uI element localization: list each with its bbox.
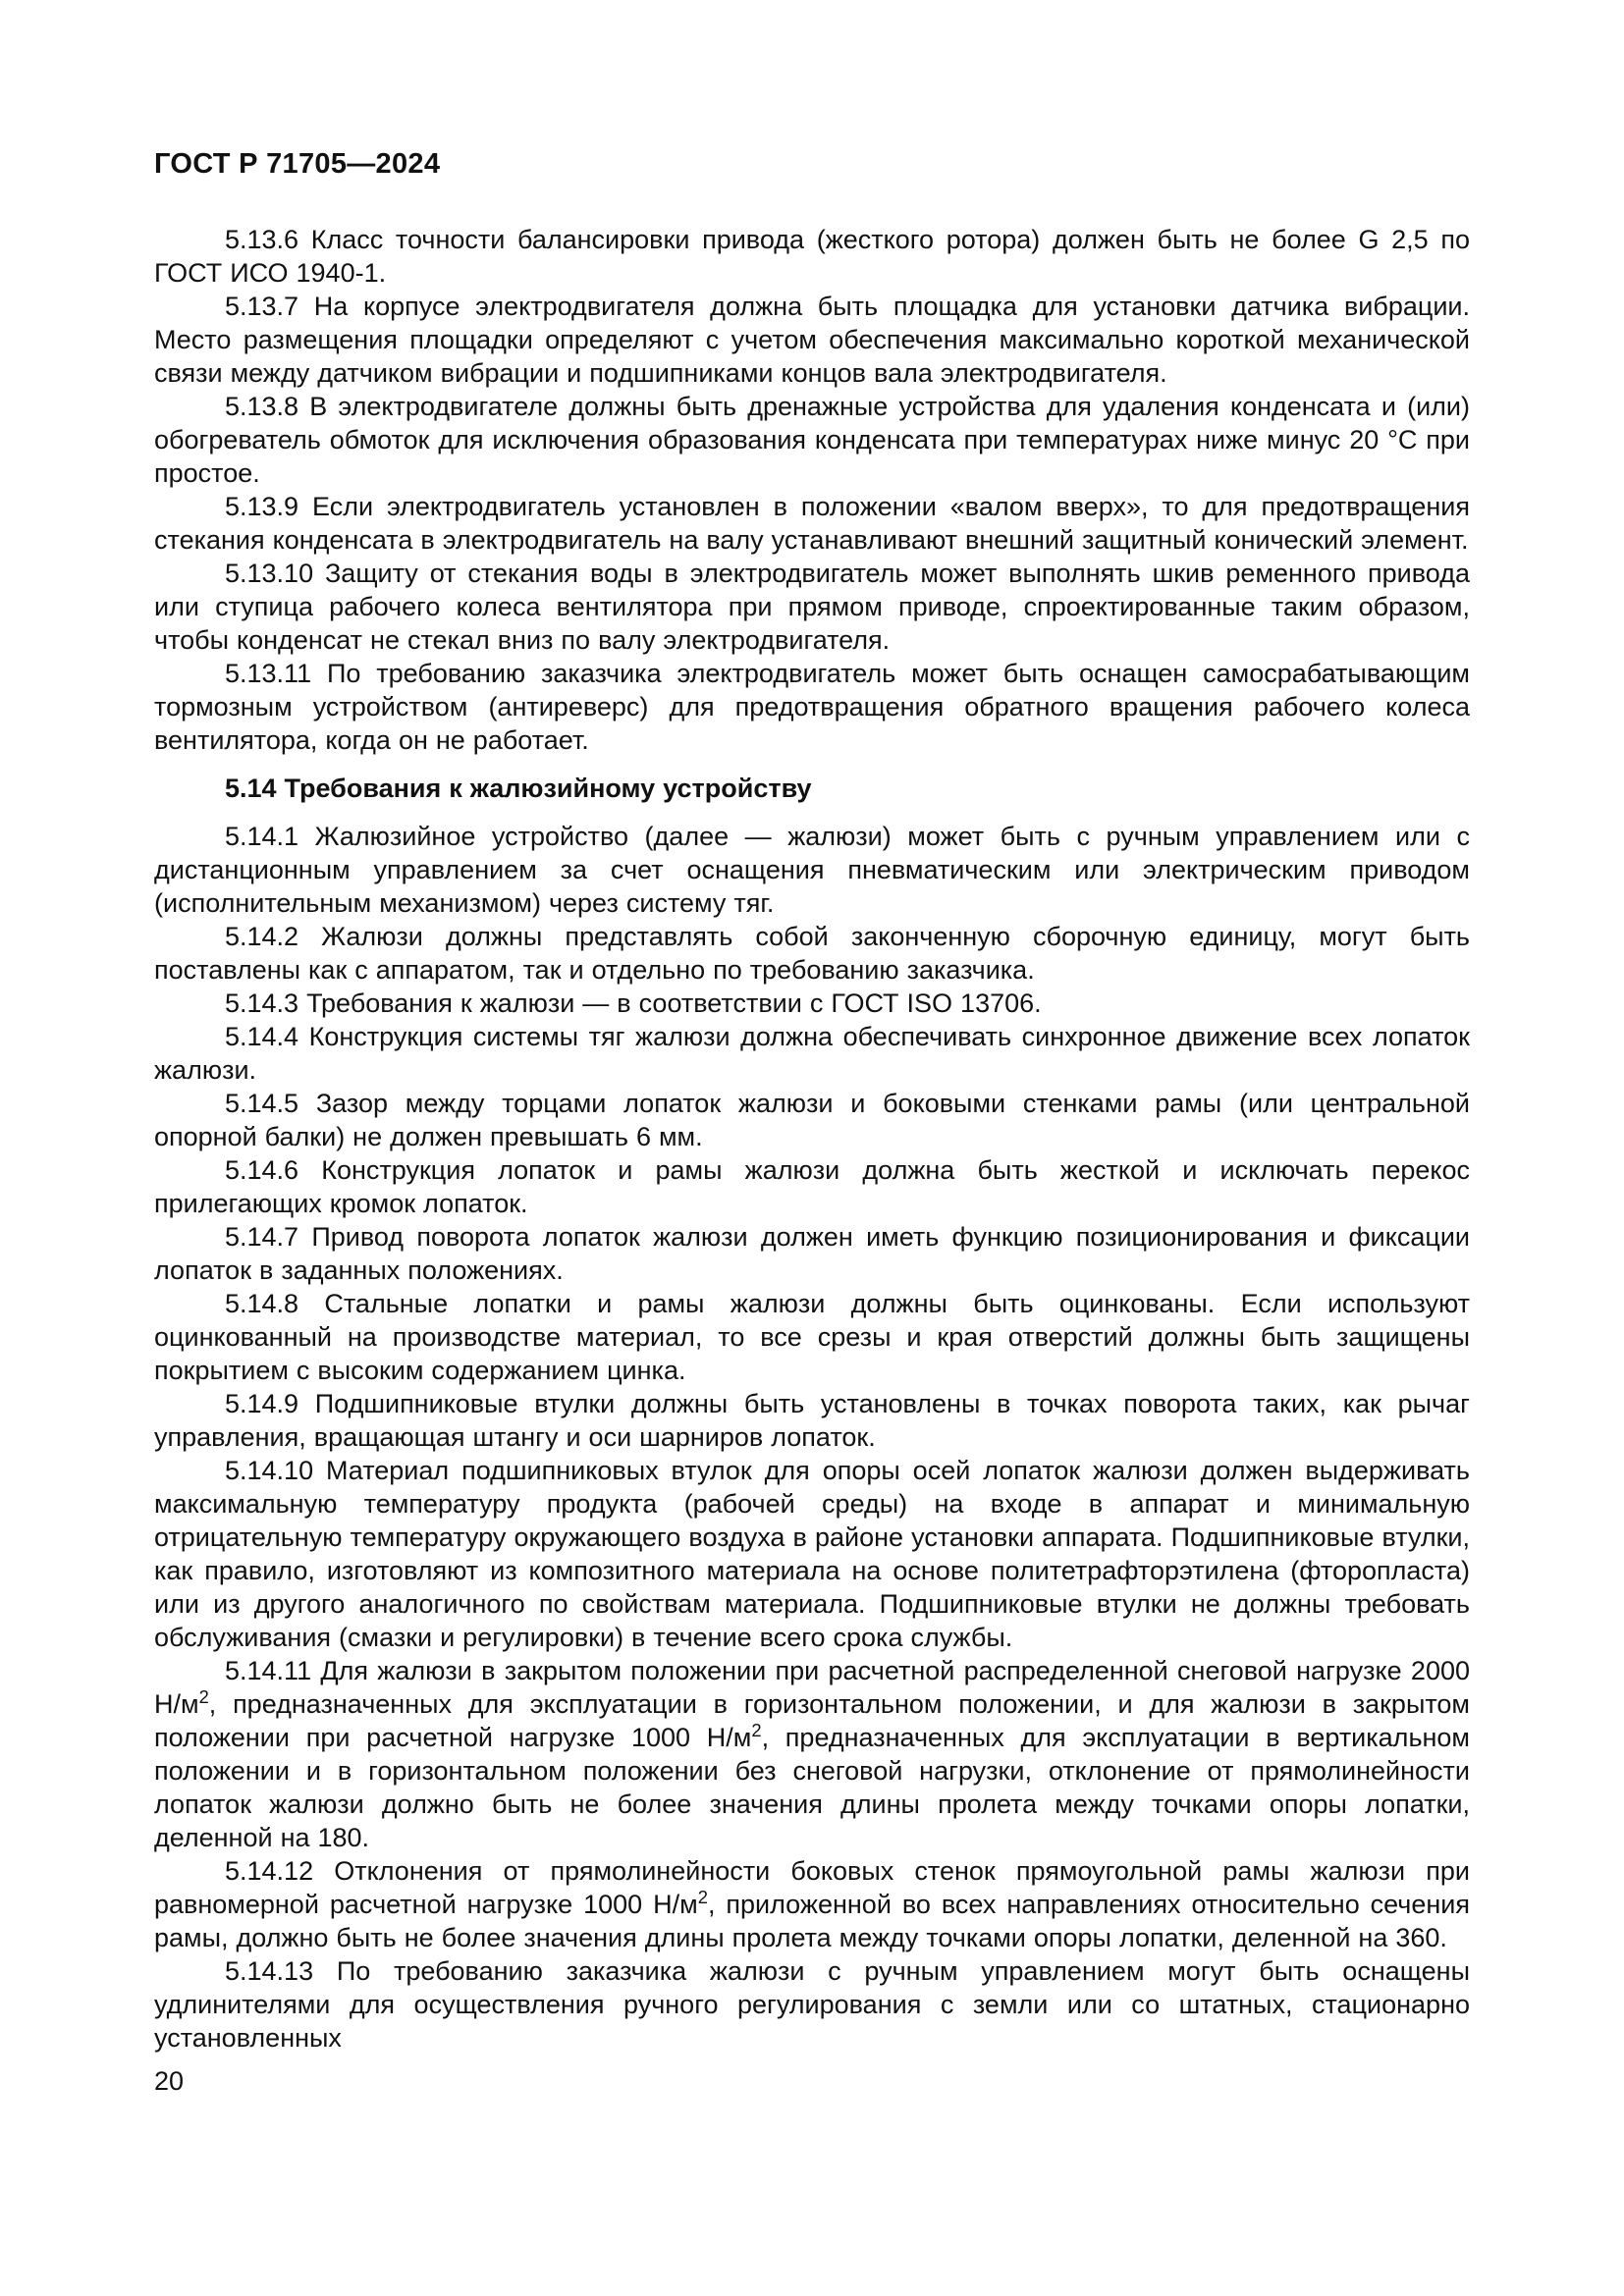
running-title [154,148,1470,180]
clause-5.14.10: 5.14.10 Материал подшипниковых втулок для опоры осей лопаток жалюзи должен выдерживать максимальную температуру продукта (рабочей среды) на входе в аппарат и минимальную отрицательную температуру окружающего воздуха в районе установки аппарата. Подшипниковые втулки, как правило, изготовляют из композитного материала на основе политетрафторэтилена (фторопласта) или из другого аналогичного по свойствам материала. Подшипниковые втулки не должны требовать обслуживания (смазки и регулировки) в течение всего срока службы. [154,1456,1470,1652]
superscript: 2 [198,1686,209,1707]
page-number: 20 [154,2066,185,2096]
clause-5.13.10: 5.13.10 Защиту от стекания воды в электродвигатель может выполнять шкив ременного привода или ступица рабочего колеса вентилятора при прямом приводе, спроектированные таким образом, чтобы конденсат не стекал вниз по валу электродвигателя. [154,559,1470,655]
clause-5.14.1: 5.14.1 Жалюзийное устройство (далее — жалюзи) может быть с ручным управлением или с дистанционным управлением за счет оснащения пневматическим или электрическим приводом (исполнительным механизмом) через систему тяг. [154,822,1470,918]
document-body [154,223,1470,2055]
clause-5.13.7: 5.13.7 На корпусе электродвигателя должна быть площадка для установки датчика вибрации. Место размещения площадки определяют с учетом обеспечения максимально короткой механической связи между датчиком вибрации и подшипниками концов вала электродвигателя. [154,292,1470,388]
clause-5.13.11: 5.13.11 По требованию заказчика электродвигатель может быть оснащен самосрабатывающим тормозным устройством (антиреверс) для предотвращения обратного вращения рабочего колеса вентилятора, когда он не работает. [154,659,1470,755]
section-heading-5.14: 5.14 Требования к жалюзийному устройству [225,774,812,803]
clause-5.13.9: 5.13.9 Если электродвигатель установлен в положении «валом вверх», то для предотвращения стекания конденсата в электродвигатель на валу устанавливают внешний защитный конический элемент. [154,492,1470,555]
clause-5.14.8: 5.14.8 Стальные лопатки и рамы жалюзи должны быть оцинкованы. Если используют оцинкованный на производстве материал, то все срезы и края отверстий должны быть защищены покрытием с высоким содержанием цинка. [154,1289,1470,1385]
clause-5.14.5: 5.14.5 Зазор между торцами лопаток жалюзи и боковыми стенками рамы (или центральной опорной балки) не должен превышать 6 мм. [154,1089,1470,1151]
clause-5.14.2: 5.14.2 Жалюзи должны представлять собой законченную сборочную единицу, могут быть поставлены как с аппаратом, так и отдельно по требованию заказчика. [154,922,1470,985]
clause-5.14.9: 5.14.9 Подшипниковые втулки должны быть установлены в точках поворота таких, как рычаг управления, вращающая штангу и оси шарниров лопаток. [154,1389,1470,1452]
clause-5.14.3: 5.14.3 Требования к жалюзи — в соответствии с ГОСТ ISO 13706. [225,988,1042,1018]
clause-5.13.8: 5.13.8 В электродвигателе должны быть дренажные устройства для удаления конденсата и (или) обогреватель обмоток для исключения образования конденсата при температурах ниже минус 20 °С при простое. [154,392,1470,488]
clause-5.13.6: 5.13.6 Класс точности балансировки привода (жесткого ротора) должен быть не более G 2,5 по ГОСТ ИСО 1940-1. [154,225,1470,288]
clause-5.14.13: 5.14.13 По требованию заказчика жалюзи с ручным управлением могут быть оснащены удлинителями для осуществления ручного регулирования с земли или со штатных, стационарно установленных [154,1956,1470,2053]
clause-5.14.7: 5.14.7 Привод поворота лопаток жалюзи должен иметь функцию позиционирования и фиксации лопаток в заданных положениях. [154,1222,1470,1285]
clause-5.14.4: 5.14.4 Конструкция системы тяг жалюзи должна обеспечивать синхронное движение всех лопаток жалюзи. [154,1022,1470,1085]
superscript: 2 [697,1887,708,1907]
clause-5.14.12: 5.14.12 Отклонения от прямолинейности боковых стенок прямоугольной рамы жалюзи при равномерной расчетной нагрузке 1000 $Н/м^2$, приложенной во всех направлениях относительно сечения рамы, должно быть не более значения длины пролета между точками опоры лопатки, деленной на 360. [154,1856,1470,1952]
clause-5.14.6: 5.14.6 Конструкция лопаток и рамы жалюзи должна быть жесткой и исключать перекос прилегающих кромок лопаток. [154,1155,1470,1218]
clause-5.14.11: 5.14.11 Для жалюзи в закрытом положении при расчетной распределенной снеговой нагрузке 2000 $Н/м^2$, предназначенных для эксплуатации в горизонтальном положении, и для жалюзи в закрытом положении при расчетной нагрузке 1000 $Н/м^2$, предназначенных для эксплуатации в вертикальном положении и в горизонтальном положении без снеговой нагрузки, отклонение от прямолинейности лопаток жалюзи должно быть не более значения длины пролета между точками опоры лопатки, деленной на 180. [154,1656,1470,1852]
standard-designation: ГОСТ Р 71705—2024 [154,148,441,180]
superscript: 2 [751,1720,762,1740]
